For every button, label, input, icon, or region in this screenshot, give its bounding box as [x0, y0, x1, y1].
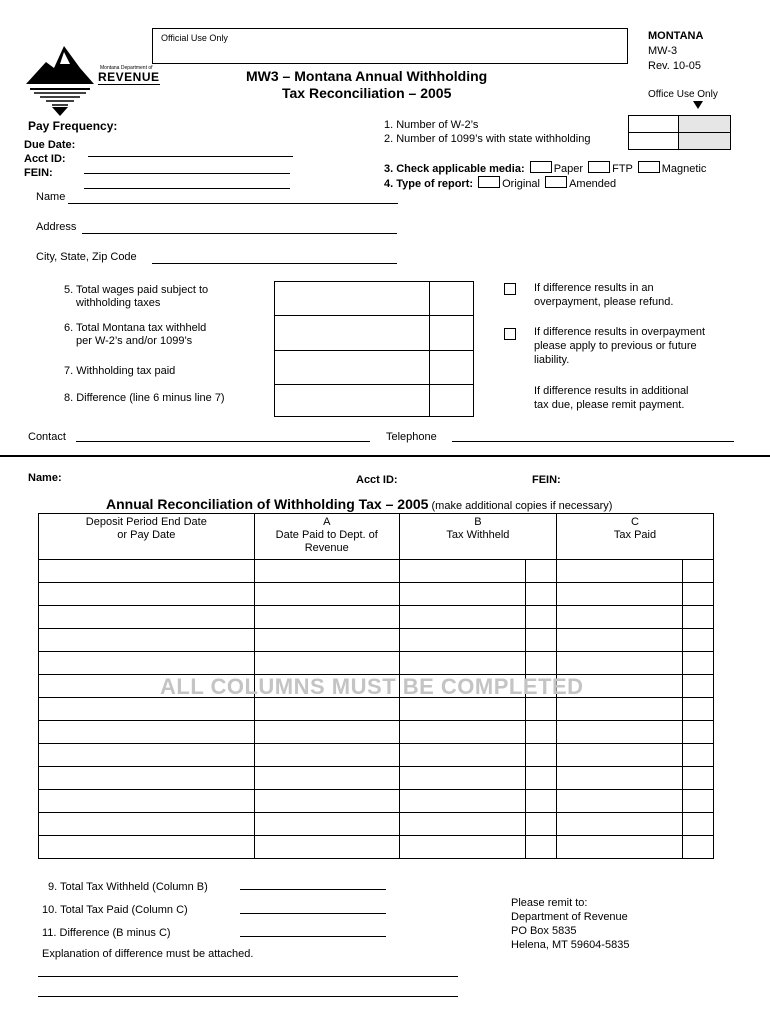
- amended-label: Amended: [569, 178, 617, 190]
- tax-withheld-dollars-cell[interactable]: [399, 721, 525, 744]
- tax-paid-cents-cell[interactable]: [683, 721, 714, 744]
- deposit-date-cell[interactable]: [39, 629, 255, 652]
- line8-cents[interactable]: [430, 385, 474, 417]
- report-type-label: 4. Type of report:: [384, 178, 474, 190]
- apply-text-b: please apply to previous or future: [534, 340, 697, 352]
- telephone-label: Telephone: [386, 431, 437, 443]
- tax-withheld-cents-cell[interactable]: [526, 790, 557, 813]
- col-deposit-b: or Pay Date: [117, 529, 176, 541]
- city-state-zip-field[interactable]: [152, 263, 397, 264]
- tax-paid-dollars-cell[interactable]: [556, 721, 682, 744]
- media-label: 3. Check applicable media:: [384, 163, 525, 175]
- reconciliation-title-note: (make additional copies if necessary): [431, 500, 613, 512]
- tax-paid-dollars-cell[interactable]: [556, 698, 682, 721]
- tax-paid-cents-cell[interactable]: [683, 767, 714, 790]
- deposit-date-cell[interactable]: [39, 836, 255, 859]
- 1099-count-box[interactable]: [628, 132, 680, 150]
- remit-line-2: Department of Revenue: [511, 911, 628, 923]
- line6-text-a: 6. Total Montana tax withheld: [64, 322, 207, 334]
- table-row: [39, 813, 714, 836]
- tax-withheld-cents-cell[interactable]: [526, 813, 557, 836]
- apply-text-c: liability.: [534, 354, 570, 366]
- col-c-header: [556, 514, 713, 560]
- line8-label: 8. Difference (line 6 minus line 7): [64, 392, 225, 404]
- table-row: [39, 744, 714, 767]
- explanation-line-1[interactable]: [38, 976, 458, 977]
- tax-withheld-dollars-cell[interactable]: [399, 836, 525, 859]
- telephone-field[interactable]: [452, 441, 734, 442]
- magnetic-checkbox[interactable]: [638, 161, 660, 173]
- tax-paid-cents-cell[interactable]: [683, 836, 714, 859]
- paper-checkbox[interactable]: [530, 161, 552, 173]
- refund-text: [534, 281, 673, 309]
- tax-withheld-dollars-cell[interactable]: [399, 583, 525, 606]
- refund-text-b: overpayment, please refund.: [534, 296, 674, 308]
- tax-withheld-dollars-cell[interactable]: [399, 790, 525, 813]
- tax-paid-dollars-cell[interactable]: [556, 652, 682, 675]
- line5-label: [64, 284, 208, 310]
- deposit-date-cell[interactable]: [39, 767, 255, 790]
- line5-text-a: 5. Total wages paid subject to: [64, 284, 209, 296]
- deposit-date-cell[interactable]: [39, 698, 255, 721]
- ftp-checkbox[interactable]: [588, 161, 610, 173]
- form-title-line1: MW3 – Montana Annual Withholding: [246, 68, 488, 84]
- media-row: [384, 161, 706, 175]
- line2-label: 2. Number of 1099’s with state withholding: [384, 133, 591, 145]
- fein-label: FEIN:: [24, 167, 53, 179]
- line1-label: 1. Number of W-2’s: [384, 119, 479, 131]
- tax-withheld-cents-cell[interactable]: [526, 767, 557, 790]
- remit-line-4: Helena, MT 59604-5835: [511, 939, 630, 951]
- col-a-a: Date Paid to Dept. of: [275, 529, 378, 541]
- name-label: Name: [36, 191, 66, 203]
- tax-withheld-dollars-cell[interactable]: [399, 767, 525, 790]
- deposit-date-cell[interactable]: [39, 744, 255, 767]
- line9-field[interactable]: [240, 889, 386, 890]
- tax-paid-dollars-cell[interactable]: [556, 629, 682, 652]
- line7-dollars[interactable]: [275, 351, 430, 385]
- tax-withheld-dollars-cell[interactable]: [399, 698, 525, 721]
- col-b-header: [399, 514, 556, 560]
- fein-field[interactable]: [84, 173, 290, 174]
- deposit-date-cell[interactable]: [39, 721, 255, 744]
- tax-paid-cents-cell[interactable]: [683, 675, 714, 698]
- tax-paid-dollars-cell[interactable]: [556, 583, 682, 606]
- date-paid-cell[interactable]: [254, 629, 399, 652]
- col-a-letter: A: [323, 516, 331, 528]
- remit-line-3: PO Box 5835: [511, 925, 577, 937]
- tax-withheld-dollars-cell[interactable]: [399, 560, 525, 583]
- revenue-logo: [24, 44, 174, 120]
- deposit-date-cell[interactable]: [39, 813, 255, 836]
- refund-text-a: If difference results in an: [534, 282, 654, 294]
- table-row: [39, 629, 714, 652]
- w2-count-box[interactable]: [628, 115, 680, 133]
- form-title-line2: Tax Reconciliation – 2005: [282, 85, 452, 101]
- tax-paid-dollars-cell[interactable]: [556, 560, 682, 583]
- acct-id-field[interactable]: [88, 156, 293, 157]
- amended-checkbox[interactable]: [545, 176, 567, 188]
- line6-dollars[interactable]: [275, 316, 430, 351]
- paper-label: Paper: [553, 163, 584, 175]
- tax-withheld-cents-cell[interactable]: [526, 560, 557, 583]
- table-row: [39, 698, 714, 721]
- pay-frequency-label: Pay Frequency:: [28, 119, 118, 133]
- tax-withheld-cents-cell[interactable]: [526, 744, 557, 767]
- col-deposit-a: Deposit Period End Date: [85, 516, 207, 528]
- table-row: [39, 652, 714, 675]
- deposit-date-cell[interactable]: [39, 790, 255, 813]
- part2-fein-label: FEIN:: [532, 474, 561, 486]
- col-b-letter: B: [474, 516, 482, 528]
- tax-withheld-dollars-cell[interactable]: [399, 629, 525, 652]
- tax-paid-cents-cell[interactable]: [683, 744, 714, 767]
- table-row: [39, 767, 714, 790]
- logo-small-text: Montana Department of: [100, 65, 153, 71]
- tax-paid-dollars-cell[interactable]: [556, 606, 682, 629]
- part2-name-label: Name:: [28, 472, 62, 484]
- date-paid-cell[interactable]: [254, 836, 399, 859]
- tax-paid-cents-cell[interactable]: [683, 606, 714, 629]
- contact-label: Contact: [28, 431, 66, 443]
- original-label: Original: [502, 178, 540, 190]
- table-row: [39, 836, 714, 859]
- deposit-date-cell[interactable]: [39, 583, 255, 606]
- line10-field[interactable]: [240, 913, 386, 914]
- logo-word: REVENUE: [98, 70, 160, 84]
- line7-cents[interactable]: [430, 351, 474, 385]
- wages-amount-table: [274, 281, 474, 417]
- col-a-b: Revenue: [304, 542, 349, 554]
- apply-text: [534, 325, 705, 367]
- line8-dollars[interactable]: [275, 385, 430, 417]
- tax-withheld-dollars-cell[interactable]: [399, 606, 525, 629]
- official-use-box: [152, 28, 628, 64]
- tax-withheld-cents-cell[interactable]: [526, 606, 557, 629]
- remit-text-a: If difference results in additional: [534, 385, 689, 397]
- due-date-label: Due Date:: [24, 139, 76, 151]
- name-field[interactable]: [68, 203, 398, 204]
- arrow-down-icon: [693, 101, 703, 109]
- table-row: [39, 790, 714, 813]
- explanation-line-2[interactable]: [38, 996, 458, 997]
- table-row: [39, 721, 714, 744]
- deposit-date-cell[interactable]: [39, 560, 255, 583]
- tax-paid-dollars-cell[interactable]: [556, 836, 682, 859]
- city-state-zip-label: City, State, Zip Code: [36, 251, 137, 263]
- tax-paid-cents-cell[interactable]: [683, 652, 714, 675]
- date-paid-cell[interactable]: [254, 744, 399, 767]
- table-row: [39, 606, 714, 629]
- tax-withheld-dollars-cell[interactable]: [399, 813, 525, 836]
- remit-address: [511, 896, 629, 952]
- line5-text-b: withholding taxes: [76, 297, 161, 309]
- refund-checkbox[interactable]: [504, 283, 516, 295]
- col-c-label: Tax Paid: [613, 529, 657, 541]
- tax-withheld-cents-cell[interactable]: [526, 583, 557, 606]
- line11-label: 11. Difference (B minus C): [42, 927, 171, 939]
- tax-withheld-cents-cell[interactable]: [526, 721, 557, 744]
- contact-field[interactable]: [76, 441, 370, 442]
- tax-paid-cents-cell[interactable]: [683, 698, 714, 721]
- section-divider: [0, 455, 770, 457]
- line9-label: 9. Total Tax Withheld (Column B): [48, 881, 208, 893]
- date-paid-cell[interactable]: [254, 721, 399, 744]
- col-b-label: Tax Withheld: [446, 529, 510, 541]
- line7-label: 7. Withholding tax paid: [64, 365, 176, 377]
- tax-paid-dollars-cell[interactable]: [556, 790, 682, 813]
- remit-text-b: tax due, please remit payment.: [534, 399, 685, 411]
- line6-label: [64, 322, 206, 348]
- date-paid-cell[interactable]: [254, 652, 399, 675]
- table-row: [39, 560, 714, 583]
- form-revision: Rev. 10-05: [648, 60, 701, 72]
- date-paid-cell[interactable]: [254, 790, 399, 813]
- date-paid-cell[interactable]: [254, 583, 399, 606]
- reconciliation-title-text: Annual Reconciliation of Withholding Tax – 2005: [106, 496, 429, 512]
- tax-withheld-cents-cell[interactable]: [526, 652, 557, 675]
- explanation-label: Explanation of difference must be attached.: [42, 948, 254, 960]
- deposit-date-cell[interactable]: [39, 652, 255, 675]
- line5-cents[interactable]: [430, 282, 474, 316]
- date-paid-cell[interactable]: [254, 560, 399, 583]
- address-field[interactable]: [82, 233, 397, 234]
- part2-acct-id-label: Acct ID:: [356, 474, 398, 486]
- tax-withheld-dollars-cell[interactable]: [399, 744, 525, 767]
- tax-withheld-cents-cell[interactable]: [526, 629, 557, 652]
- office-box-2: [678, 132, 731, 150]
- tax-paid-cents-cell[interactable]: [683, 629, 714, 652]
- address-label: Address: [36, 221, 77, 233]
- col-a-header: [254, 514, 399, 560]
- fein-extra-line: [84, 188, 290, 189]
- apply-checkbox[interactable]: [504, 328, 516, 340]
- apply-text-a: If difference results in overpayment: [534, 326, 705, 338]
- office-use-label: Office Use Only: [648, 89, 718, 100]
- tax-paid-dollars-cell[interactable]: [556, 767, 682, 790]
- date-paid-cell[interactable]: [254, 698, 399, 721]
- ftp-label: FTP: [612, 163, 633, 175]
- table-row: [39, 583, 714, 606]
- remit-line-1: Please remit to:: [511, 897, 588, 909]
- tax-withheld-cents-cell[interactable]: [526, 698, 557, 721]
- tax-withheld-dollars-cell[interactable]: [399, 652, 525, 675]
- tax-withheld-cents-cell[interactable]: [526, 836, 557, 859]
- line10-label: 10. Total Tax Paid (Column C): [42, 904, 188, 916]
- magnetic-label: Magnetic: [661, 163, 707, 175]
- date-paid-cell[interactable]: [254, 767, 399, 790]
- date-paid-cell[interactable]: [254, 606, 399, 629]
- tax-paid-dollars-cell[interactable]: [556, 744, 682, 767]
- form-id: MW-3: [648, 45, 678, 57]
- tax-paid-cents-cell[interactable]: [683, 790, 714, 813]
- line6-cents[interactable]: [430, 316, 474, 351]
- date-paid-cell[interactable]: [254, 813, 399, 836]
- official-use-label: Official Use Only: [161, 33, 228, 43]
- deposit-date-cell[interactable]: [39, 606, 255, 629]
- line5-dollars[interactable]: [275, 282, 430, 316]
- report-type-row: [384, 176, 616, 190]
- tax-paid-dollars-cell[interactable]: [556, 813, 682, 836]
- tax-paid-cents-cell[interactable]: [683, 560, 714, 583]
- tax-paid-cents-cell[interactable]: [683, 813, 714, 836]
- line6-text-b: per W-2’s and/or 1099’s: [76, 335, 193, 347]
- remit-text: [534, 384, 689, 412]
- office-box-1: [678, 115, 731, 133]
- col-c-letter: C: [631, 516, 639, 528]
- completion-watermark: ALL COLUMNS MUST BE COMPLETED: [160, 674, 584, 699]
- tax-paid-cents-cell[interactable]: [683, 583, 714, 606]
- acct-id-label: Acct ID:: [24, 153, 66, 165]
- original-checkbox[interactable]: [478, 176, 500, 188]
- line11-field[interactable]: [240, 936, 386, 937]
- reconciliation-title: [106, 496, 612, 512]
- state-label: MONTANA: [648, 30, 704, 42]
- col-deposit-header: [39, 514, 255, 560]
